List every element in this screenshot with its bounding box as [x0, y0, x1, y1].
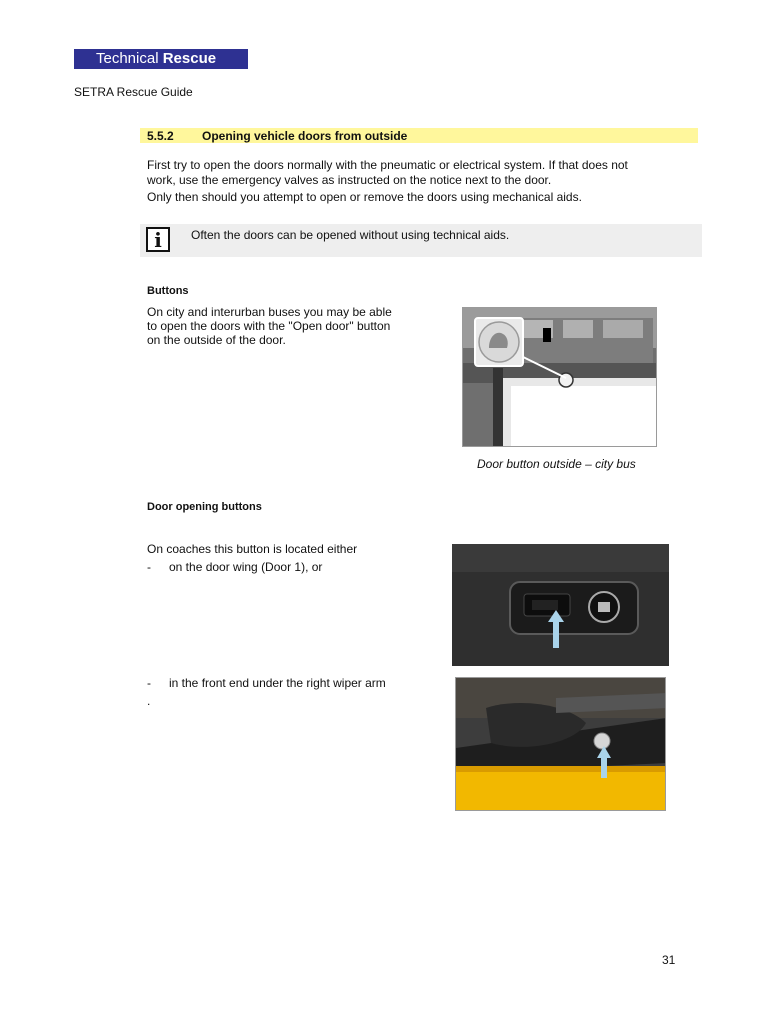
wiper-arm-photo: [455, 677, 666, 811]
header-label-regular: Technical: [96, 50, 159, 67]
door-button-photo-art: [463, 308, 657, 447]
header-banner: [74, 49, 248, 69]
list-item-door-wing: on the door wing (Door 1), or: [169, 560, 323, 574]
section-number: 5.5.2: [147, 129, 174, 143]
door-wing-photo: [452, 544, 669, 666]
buttons-heading: Buttons: [147, 285, 189, 297]
intro-line-2: work, use the emergency valves as instructed on the notice next to the door.: [147, 173, 552, 187]
list-item-front-end: in the front end under the right wiper arm: [169, 676, 386, 690]
intro-line-3: Only then should you attempt to open or remove the doors using mechanical aids.: [147, 190, 582, 204]
info-note-text: Often the doors can be opened without using technical aids.: [191, 228, 510, 242]
door-opening-heading: Door opening buttons: [147, 501, 262, 513]
list-dash-1: -: [147, 560, 151, 574]
section-title: Opening vehicle doors from outside: [202, 129, 408, 143]
door-wing-photo-art: [452, 544, 669, 666]
header-label-bold: Rescue: [162, 50, 217, 67]
intro-line-1: First try to open the doors normally with the pneumatic or electrical system. If that does not: [147, 158, 628, 172]
info-icon: i: [146, 227, 170, 252]
buttons-line-1: On city and interurban buses you may be able: [147, 305, 392, 319]
door-button-photo: [462, 307, 657, 447]
wiper-arm-photo-art: [456, 678, 666, 811]
buttons-line-3: on the outside of the door.: [147, 333, 286, 347]
list-dash-2: -: [147, 676, 151, 690]
page-number: 31: [662, 953, 676, 967]
trailing-dot: .: [147, 694, 151, 708]
buttons-line-2: to open the doors with the "Open door" button: [147, 319, 391, 333]
door-opening-intro: On coaches this button is located either: [147, 542, 358, 556]
door-button-caption: Door button outside – city bus: [477, 457, 636, 471]
document-subtitle: SETRA Rescue Guide: [74, 85, 193, 99]
